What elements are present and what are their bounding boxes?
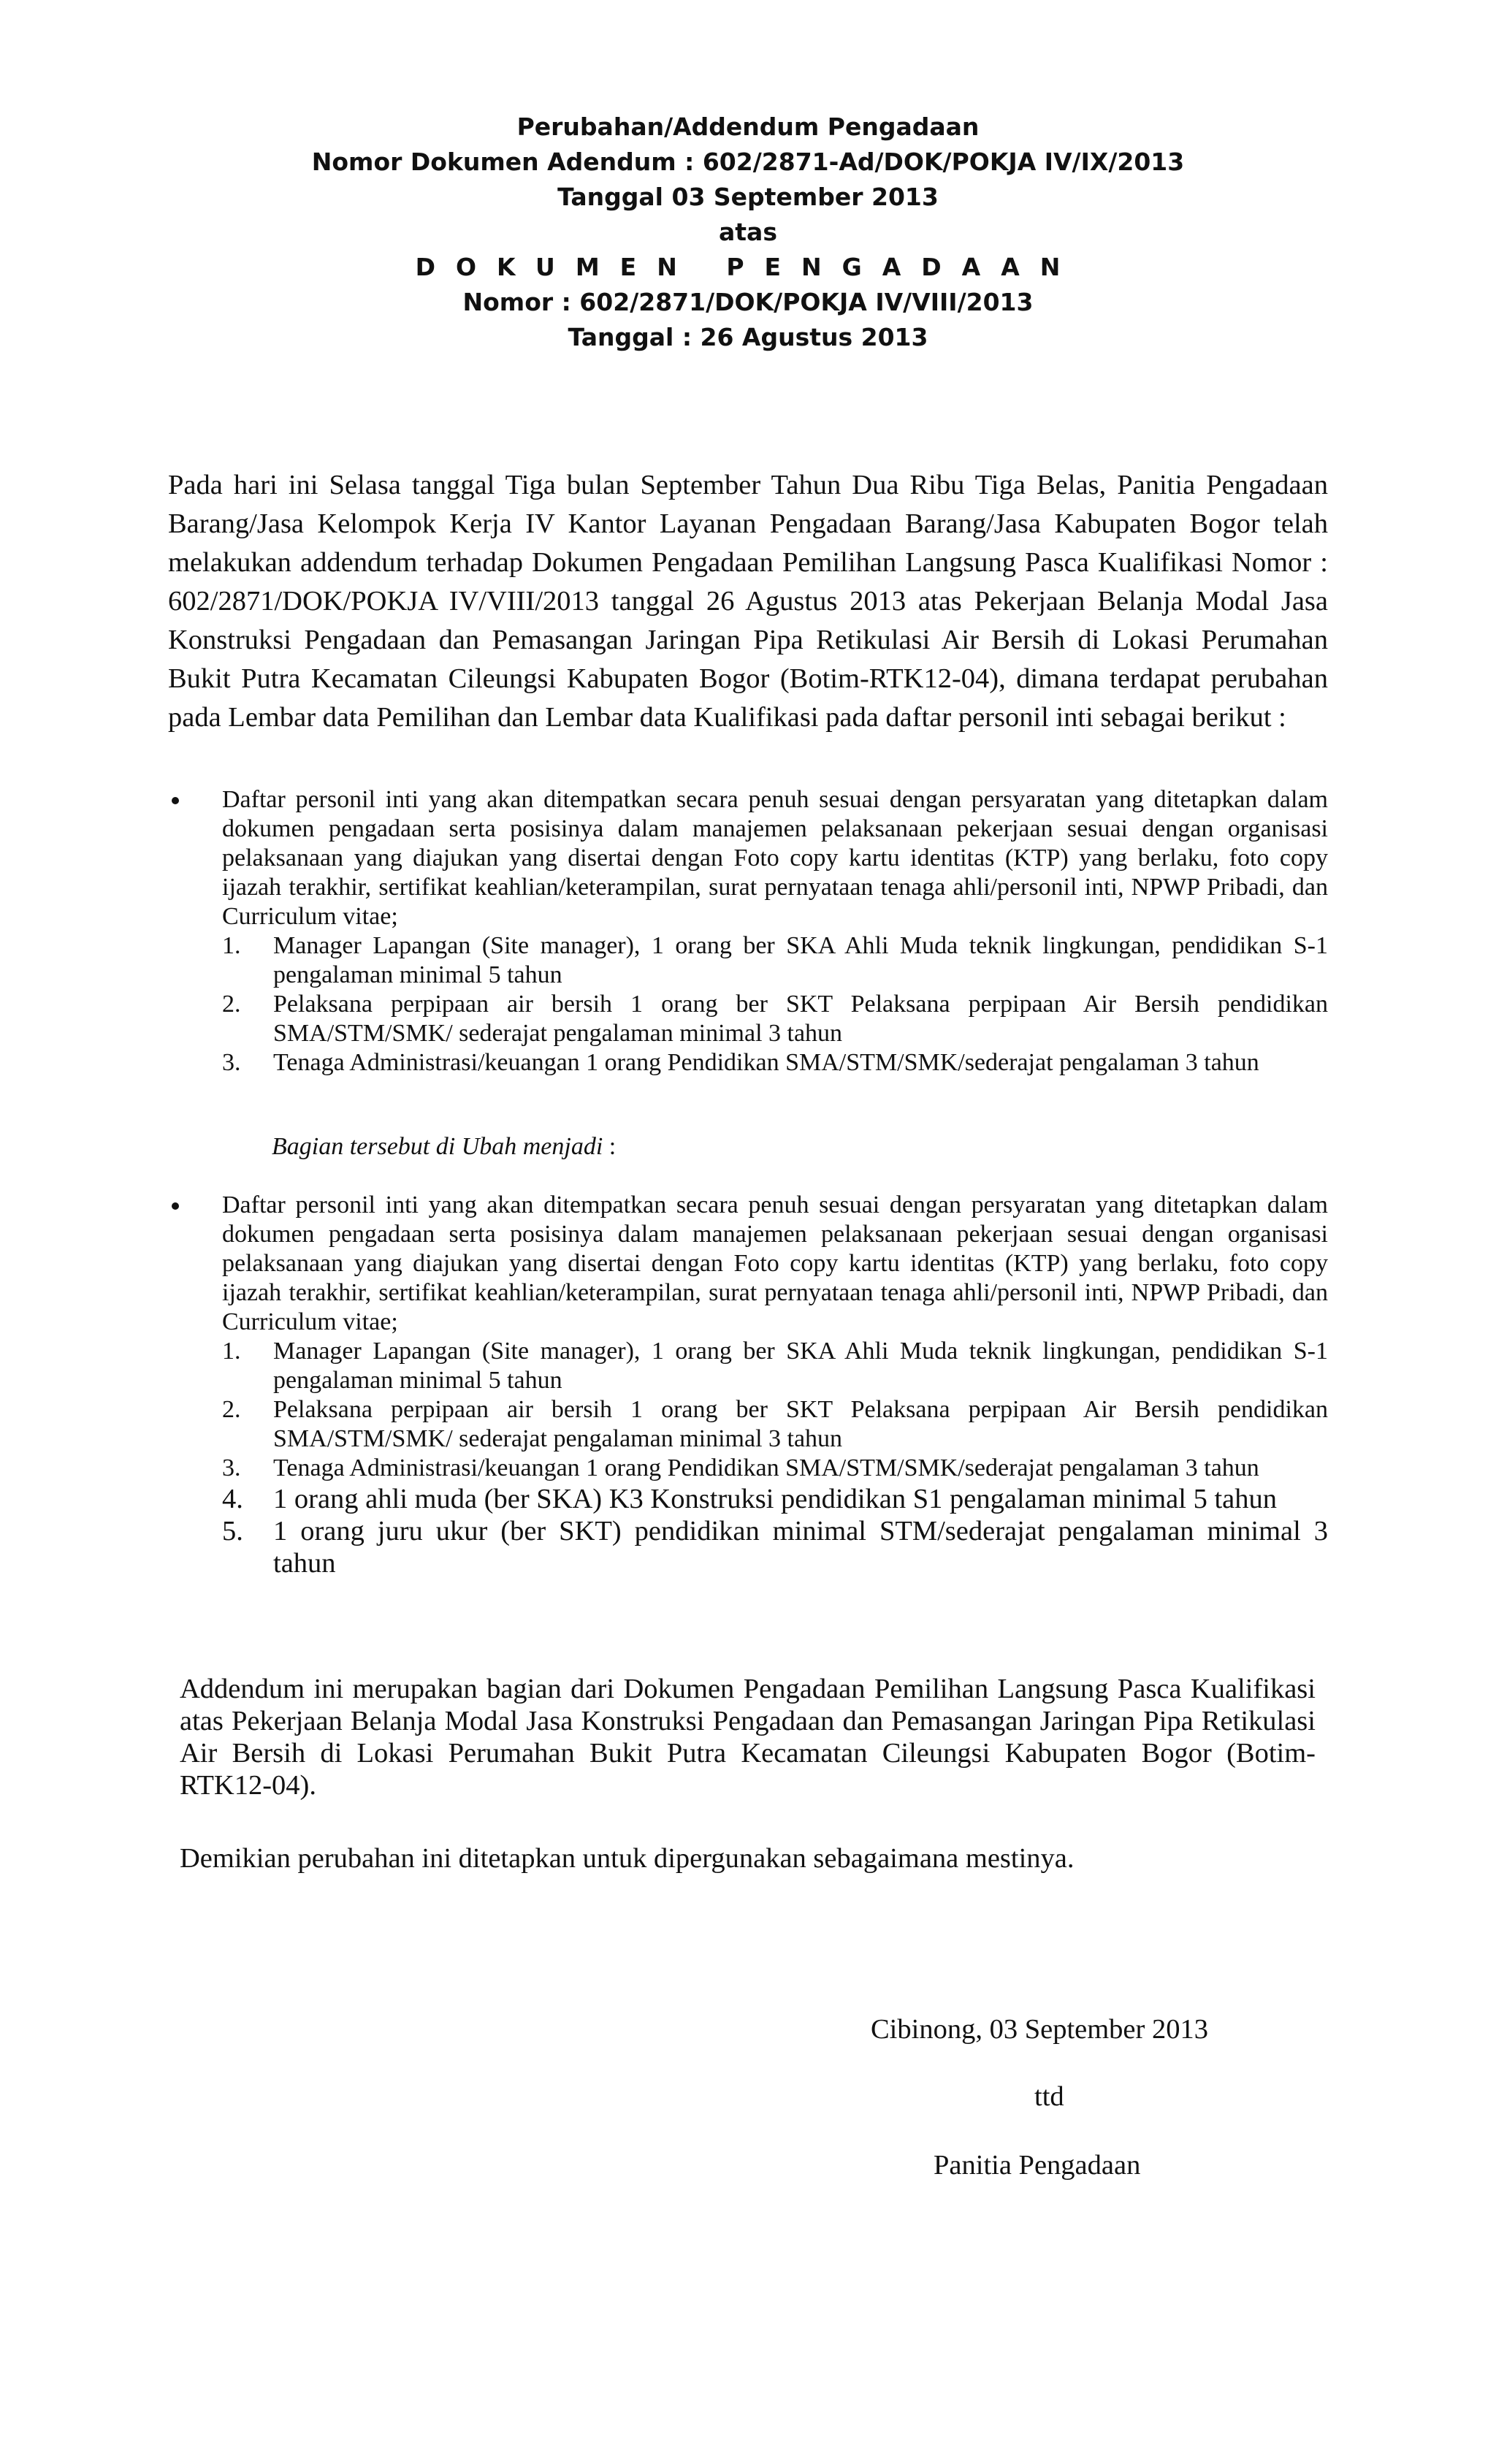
list-item-text: Manager Lapangan (Site manager), 1 orang ber SKA Ahli Muda teknik lingkungan, pendidikan S-1 pengalaman minimal 5 tahun <box>273 932 1328 988</box>
closing-paragraph: Addendum ini merupakan bagian dari Dokumen Pengadaan Pemilihan Langsung Pasca Kualifikasi atas Pekerjaan Belanja Modal Jasa Konstruksi Pengadaan dan Pemasangan Jaringan Pipa Retikulasi Air Bersih di Lokasi Perumahan Bukit Putra Kecamatan Cileungsi Kabupaten Bogor (Botim-RTK12-04). <box>180 1674 1316 1801</box>
header-title: Perubahan/Addendum Pengadaan <box>516 112 980 141</box>
list-item <box>222 1454 1328 1483</box>
list-number: 1. <box>222 1338 241 1365</box>
list-item <box>222 1483 1328 1515</box>
list-item <box>222 990 1328 1048</box>
header-addendum-date: Tanggal 03 September 2013 <box>557 183 939 211</box>
list-number: 3. <box>222 1454 241 1481</box>
signature-signer: Panitia Pengadaan <box>934 2150 1141 2181</box>
list-item <box>222 1395 1328 1454</box>
change-subtitle-colon: : <box>603 1133 617 1160</box>
original-bullet <box>168 785 1328 931</box>
change-subtitle <box>272 1132 616 1162</box>
signature-place-date: Cibinong, 03 September 2013 <box>871 2014 1208 2045</box>
closing-statement: Demikian perubahan ini ditetapkan untuk dipergunakan sebagaimana mestinya. <box>180 1843 1075 1874</box>
list-item <box>222 931 1328 990</box>
list-number: 4. <box>222 1484 243 1514</box>
revised-bullet-text: Daftar personil inti yang akan ditempatkan secara penuh sesuai dengan persyaratan yang ditetapkan dalam dokumen pengadaan serta posisinya dalam manajemen pelaksanaan pekerjaan sesuai dengan organisasi pelaksanaan yang diajukan yang disertai dengan Foto copy kartu identitas (KTP) yang berlaku, foto copy ijazah terakhir, sertifikat keahlian/keterampilan, surat pernyataan tenaga ahli/personil inti, NPWP Pribadi, dan Curriculum vitae; <box>222 1191 1328 1335</box>
header-addendum-number: Nomor Dokumen Adendum : 602/2871-Ad/DOK/POKJA IV/IX/2013 <box>311 148 1185 176</box>
list-item-text: Tenaga Administrasi/keuangan 1 orang Pendidikan SMA/STM/SMK/sederajat pengalaman 3 tahun <box>273 1454 1259 1481</box>
list-number: 2. <box>222 991 241 1018</box>
change-subtitle-label: Bagian tersebut di Ubah menjadi <box>272 1133 603 1160</box>
list-item-text: Tenaga Administrasi/keuangan 1 orang Pendidikan SMA/STM/SMK/sederajat pengalaman 3 tahun <box>273 1049 1259 1076</box>
list-item-text: 1 orang ahli muda (ber SKA) K3 Konstruksi pendidikan S1 pengalaman minimal 5 tahun <box>273 1484 1277 1514</box>
list-number: 2. <box>222 1396 241 1423</box>
bullet-icon <box>172 797 179 804</box>
original-bullet-text: Daftar personil inti yang akan ditempatkan secara penuh sesuai dengan persyaratan yang ditetapkan dalam dokumen pengadaan serta posisinya dalam manajemen pelaksanaan pekerjaan sesuai dengan organisasi pelaksanaan yang diajukan yang disertai dengan Foto copy kartu identitas (KTP) yang berlaku, foto copy ijazah terakhir, sertifikat keahlian/keterampilan, surat pernyataan tenaga ahli/personil inti, NPWP Pribadi, dan Curriculum vitae; <box>222 786 1328 930</box>
document-header <box>0 110 1496 355</box>
list-item-text: Manager Lapangan (Site manager), 1 orang ber SKA Ahli Muda teknik lingkungan, pendidikan S-1 pengalaman minimal 5 tahun <box>273 1338 1328 1394</box>
revised-bullet <box>168 1191 1328 1337</box>
revised-section <box>168 1191 1328 1579</box>
list-number: 5. <box>222 1516 243 1546</box>
list-item-text: 1 orang juru ukur (ber SKT) pendidikan minimal STM/sederajat pengalaman minimal 3 tahun <box>273 1516 1328 1579</box>
list-item <box>222 1048 1328 1077</box>
revised-personnel-list <box>168 1337 1328 1579</box>
list-item-text: Pelaksana perpipaan air bersih 1 orang ber SKT Pelaksana perpipaan Air Bersih pendidikan SMA/STM/SMK/ sederajat pengalaman minimal 3 tahun <box>273 991 1328 1047</box>
list-item <box>222 1337 1328 1395</box>
list-item-text: Pelaksana perpipaan air bersih 1 orang ber SKT Pelaksana perpipaan Air Bersih pendidikan SMA/STM/SMK/ sederajat pengalaman minimal 3 tahun <box>273 1396 1328 1452</box>
original-personnel-list <box>168 931 1328 1077</box>
header-atas: atas <box>719 218 777 246</box>
header-document-type: DOKUMEN PENGADAAN <box>415 253 1081 281</box>
intro-paragraph: Pada hari ini Selasa tanggal Tiga bulan September Tahun Dua Ribu Tiga Belas, Panitia Pengadaan Barang/Jasa Kelompok Kerja IV Kantor Layanan Pengadaan Barang/Jasa Kabupaten Bogor telah melakukan addendum terhadap Dokumen Pengadaan Pemilihan Langsung Pasca Kualifikasi Nomor : 602/2871/DOK/POKJA IV/VIII/2013 tanggal 26 Agustus 2013 atas Pekerjaan Belanja Modal Jasa Konstruksi Pengadaan dan Pemasangan Jaringan Pipa Retikulasi Air Bersih di Lokasi Perumahan Bukit Putra Kecamatan Cileungsi Kabupaten Bogor (Botim-RTK12-04), dimana terdapat perubahan pada Lembar data Pemilihan dan Lembar data Kualifikasi pada daftar personil inti sebagai berikut : <box>168 470 1328 733</box>
list-number: 3. <box>222 1049 241 1076</box>
original-section <box>168 785 1328 1077</box>
header-document-number: Nomor : 602/2871/DOK/POKJA IV/VIII/2013 <box>462 288 1034 316</box>
bullet-icon <box>172 1202 179 1210</box>
list-item <box>222 1515 1328 1579</box>
list-number: 1. <box>222 932 241 959</box>
header-document-date: Tanggal : 26 Agustus 2013 <box>568 323 928 351</box>
signature-ttd: ttd <box>1034 2081 1064 2112</box>
